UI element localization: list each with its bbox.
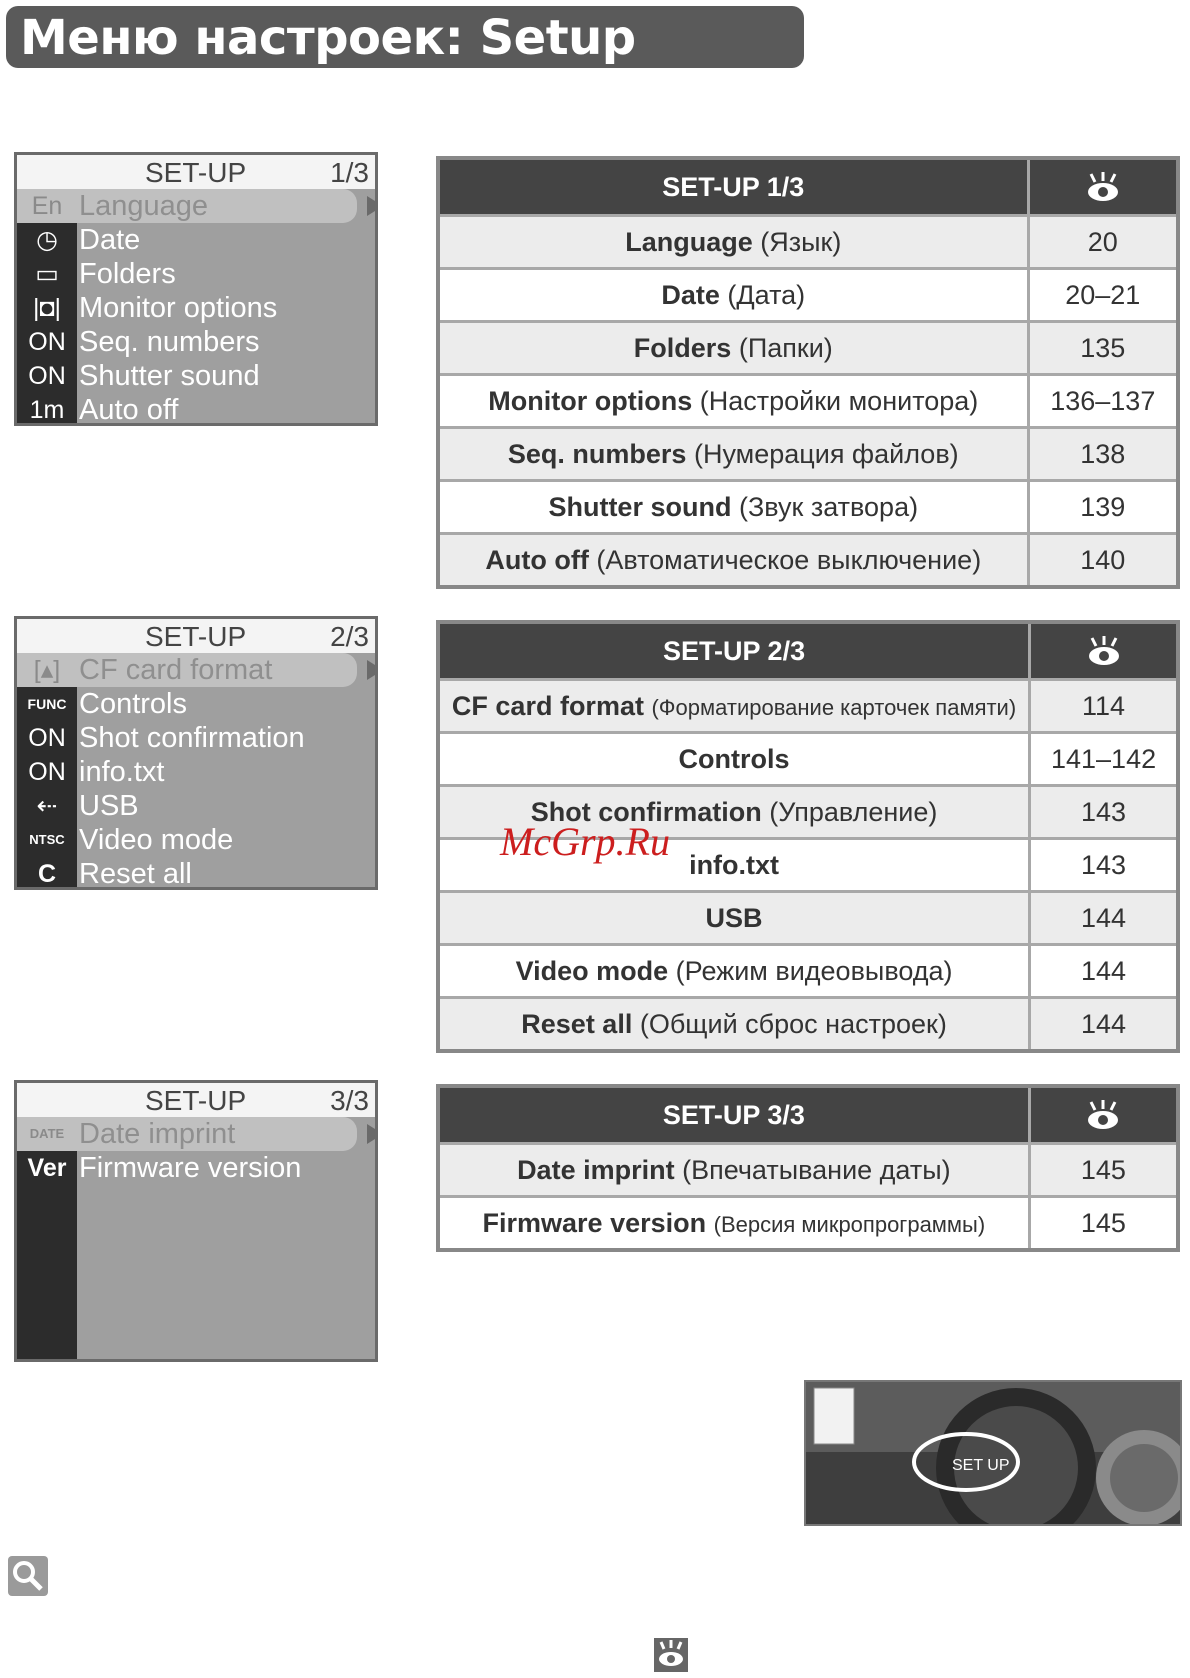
setting-name: USB [705, 902, 763, 933]
menu-item-info-txt[interactable] [17, 755, 375, 789]
menu-item-seq-numbers[interactable] [17, 325, 375, 359]
date-imprint-icon: DATE [29, 1126, 65, 1141]
on-status-icon: ON [28, 758, 66, 786]
table-row [438, 216, 1178, 269]
clock-icon: ◷ [36, 226, 58, 254]
monitor-icon: |◘| [32, 294, 62, 322]
magnifier-icon [8, 1556, 48, 1596]
setting-translation: (Нумерация файлов) [693, 438, 959, 469]
menu-item-folders[interactable] [17, 257, 375, 291]
ntsc-icon: NTSC [29, 832, 65, 847]
page-number: 140 [1028, 534, 1178, 588]
menu-item-label: USB [79, 790, 139, 822]
table-row [438, 1197, 1178, 1251]
page-number: 141–142 [1030, 733, 1178, 786]
timer-icon: 1m [29, 396, 65, 424]
menu-item-shutter-sound[interactable] [17, 359, 375, 393]
func-icon: FUNC [27, 696, 67, 712]
page-number: 145 [1029, 1144, 1178, 1197]
menu-item-auto-off[interactable] [17, 393, 375, 426]
setting-translation: (Папки) [738, 332, 833, 363]
menu-item-reset-all[interactable] [17, 857, 375, 890]
page-number: 138 [1028, 428, 1178, 481]
setting-name: Firmware version [482, 1207, 707, 1238]
version-icon: Ver [27, 1154, 67, 1182]
folder-icon: ▭ [35, 260, 59, 288]
menu-header [17, 619, 375, 653]
table-row [438, 1144, 1178, 1197]
setting-name: Video mode [515, 955, 669, 986]
setting-translation: (Управление) [769, 796, 938, 827]
page-title: Меню настроек: Setup [20, 10, 636, 66]
page-reference-icon [1084, 634, 1124, 668]
page-number: 143 [1030, 786, 1178, 839]
setting-translation: (Настройки монитора) [699, 385, 979, 416]
setting-name: Date imprint [517, 1154, 675, 1185]
arrow-right-icon [367, 196, 378, 216]
setting-name: Folders [633, 332, 732, 363]
dial-setup-label: SET UP [952, 1457, 1010, 1474]
page-number: 144 [1030, 945, 1178, 998]
setting-name: Shot confirmation [530, 796, 762, 827]
page-number: 144 [1030, 892, 1178, 945]
watermark: McGrp.Ru [500, 819, 670, 864]
menu-item-label: Firmware version [79, 1152, 302, 1184]
setting-name: Seq. numbers [507, 438, 687, 469]
menu-item-label: info.txt [79, 756, 165, 788]
page-reference-icon [1083, 170, 1123, 204]
setup-menu-1 [14, 152, 378, 426]
setup-menu-2 [14, 616, 378, 890]
table-row [438, 733, 1178, 786]
menu-item-label: CF card format [79, 654, 273, 686]
table-header: SET-UP 2/3 [438, 622, 1030, 680]
mode-dial-illustration [806, 1382, 1182, 1526]
arrow-right-icon [367, 1124, 378, 1144]
table-header-row [438, 1086, 1178, 1144]
reset-icon: C [37, 860, 57, 888]
setting-name: CF card format [451, 690, 644, 721]
setting-translation: (Версия микропрограммы) [713, 1211, 986, 1237]
setting-translation: (Режим видеовывода) [675, 955, 953, 986]
setting-name: info.txt [689, 849, 780, 880]
menu-item-label: Date imprint [79, 1118, 236, 1150]
menu-item-shot-confirmation[interactable] [17, 721, 375, 755]
page-number: 139 [1028, 481, 1178, 534]
menu-item-video-mode[interactable] [17, 823, 375, 857]
table-row [438, 945, 1178, 998]
table-row [438, 892, 1178, 945]
table-header-row [438, 158, 1178, 216]
setup-table-3 [436, 1084, 1180, 1252]
menu-header [17, 155, 375, 189]
on-status-icon: ON [28, 328, 66, 356]
menu-item-usb[interactable] [17, 789, 375, 823]
menu-item-label: Date [79, 224, 141, 256]
setup-table-1 [436, 156, 1180, 589]
menu-item-label: Video mode [79, 824, 234, 856]
card-icon: [▴] [33, 656, 61, 684]
on-status-icon: ON [28, 362, 66, 390]
setting-translation: (Общий сброс настроек) [639, 1008, 947, 1039]
setting-name: Monitor options [488, 385, 693, 416]
setting-translation: (Дата) [727, 279, 806, 310]
menu-item-label: Reset all [79, 858, 192, 890]
mode-dial-photo [804, 1380, 1182, 1526]
setting-translation: (Автоматическое выключение) [596, 544, 982, 575]
menu-item-label: Seq. numbers [79, 326, 260, 358]
menu-page: 3/3 [330, 1085, 369, 1116]
setting-translation: (Звук затвора) [738, 491, 919, 522]
menu-item-label: Shot confirmation [79, 722, 305, 754]
menu-item-date[interactable] [17, 223, 375, 257]
page-reference-icon [1083, 1098, 1123, 1132]
setting-name: Reset all [521, 1008, 633, 1039]
table-row [438, 534, 1178, 588]
page-number: 20–21 [1028, 269, 1178, 322]
table-header-row [438, 622, 1178, 680]
menu-item-firmware-version[interactable] [17, 1151, 375, 1185]
page-ref-header [1029, 1086, 1178, 1144]
menu-page: 1/3 [330, 157, 369, 188]
menu-item-monitor-options[interactable] [17, 291, 375, 325]
page-number: 143 [1030, 839, 1178, 892]
table-row [438, 998, 1178, 1052]
menu-header [17, 1083, 375, 1117]
page-number: 136–137 [1028, 375, 1178, 428]
language-icon: En [31, 192, 63, 220]
table-row [438, 428, 1178, 481]
page-reference-icon [654, 1638, 688, 1672]
menu-item-label: Controls [79, 688, 187, 720]
page-number: 20 [1028, 216, 1178, 269]
setup-menu-3 [14, 1080, 378, 1362]
setting-name: Language [625, 226, 753, 257]
menu-item-label: Language [79, 190, 209, 222]
menu-title: SET-UP [145, 621, 247, 652]
setting-name: Date [661, 279, 720, 310]
setting-name: Shutter sound [548, 491, 732, 522]
menu-item-date-imprint[interactable] [17, 1117, 357, 1151]
menu-item-controls[interactable] [17, 687, 375, 721]
table-row [438, 375, 1178, 428]
menu-item-label: Folders [79, 258, 176, 290]
setting-name: Controls [678, 743, 790, 774]
setting-translation: (Язык) [760, 226, 842, 257]
table-row [438, 481, 1178, 534]
table-header: SET-UP 3/3 [438, 1086, 1029, 1144]
setting-translation: (Форматирование карточек памяти) [651, 694, 1017, 720]
table-row [438, 269, 1178, 322]
page-number: 114 [1030, 680, 1178, 733]
menu-item-cf-card-format[interactable] [17, 653, 357, 687]
setting-name: Auto off [485, 544, 589, 575]
menu-item-language[interactable] [17, 189, 357, 223]
menu-item-label: Shutter sound [79, 360, 260, 392]
table-row [438, 322, 1178, 375]
table-row [438, 680, 1178, 733]
menu-title: SET-UP [145, 1085, 247, 1116]
page-number: 135 [1028, 322, 1178, 375]
page-ref-header [1030, 622, 1178, 680]
arrow-right-icon [367, 660, 378, 680]
table-header: SET-UP 1/3 [438, 158, 1028, 216]
on-status-icon: ON [28, 724, 66, 752]
menu-item-label: Auto off [79, 394, 179, 426]
usb-icon: ⇠ [36, 792, 58, 820]
setting-translation: (Впечатывание даты) [682, 1154, 951, 1185]
menu-title: SET-UP [145, 157, 247, 188]
menu-item-label: Monitor options [79, 292, 278, 324]
page-number: 144 [1030, 998, 1178, 1052]
page-ref-header [1028, 158, 1178, 216]
page-title-bar [6, 6, 804, 68]
menu-page: 2/3 [330, 621, 369, 652]
page-number: 145 [1029, 1197, 1178, 1251]
